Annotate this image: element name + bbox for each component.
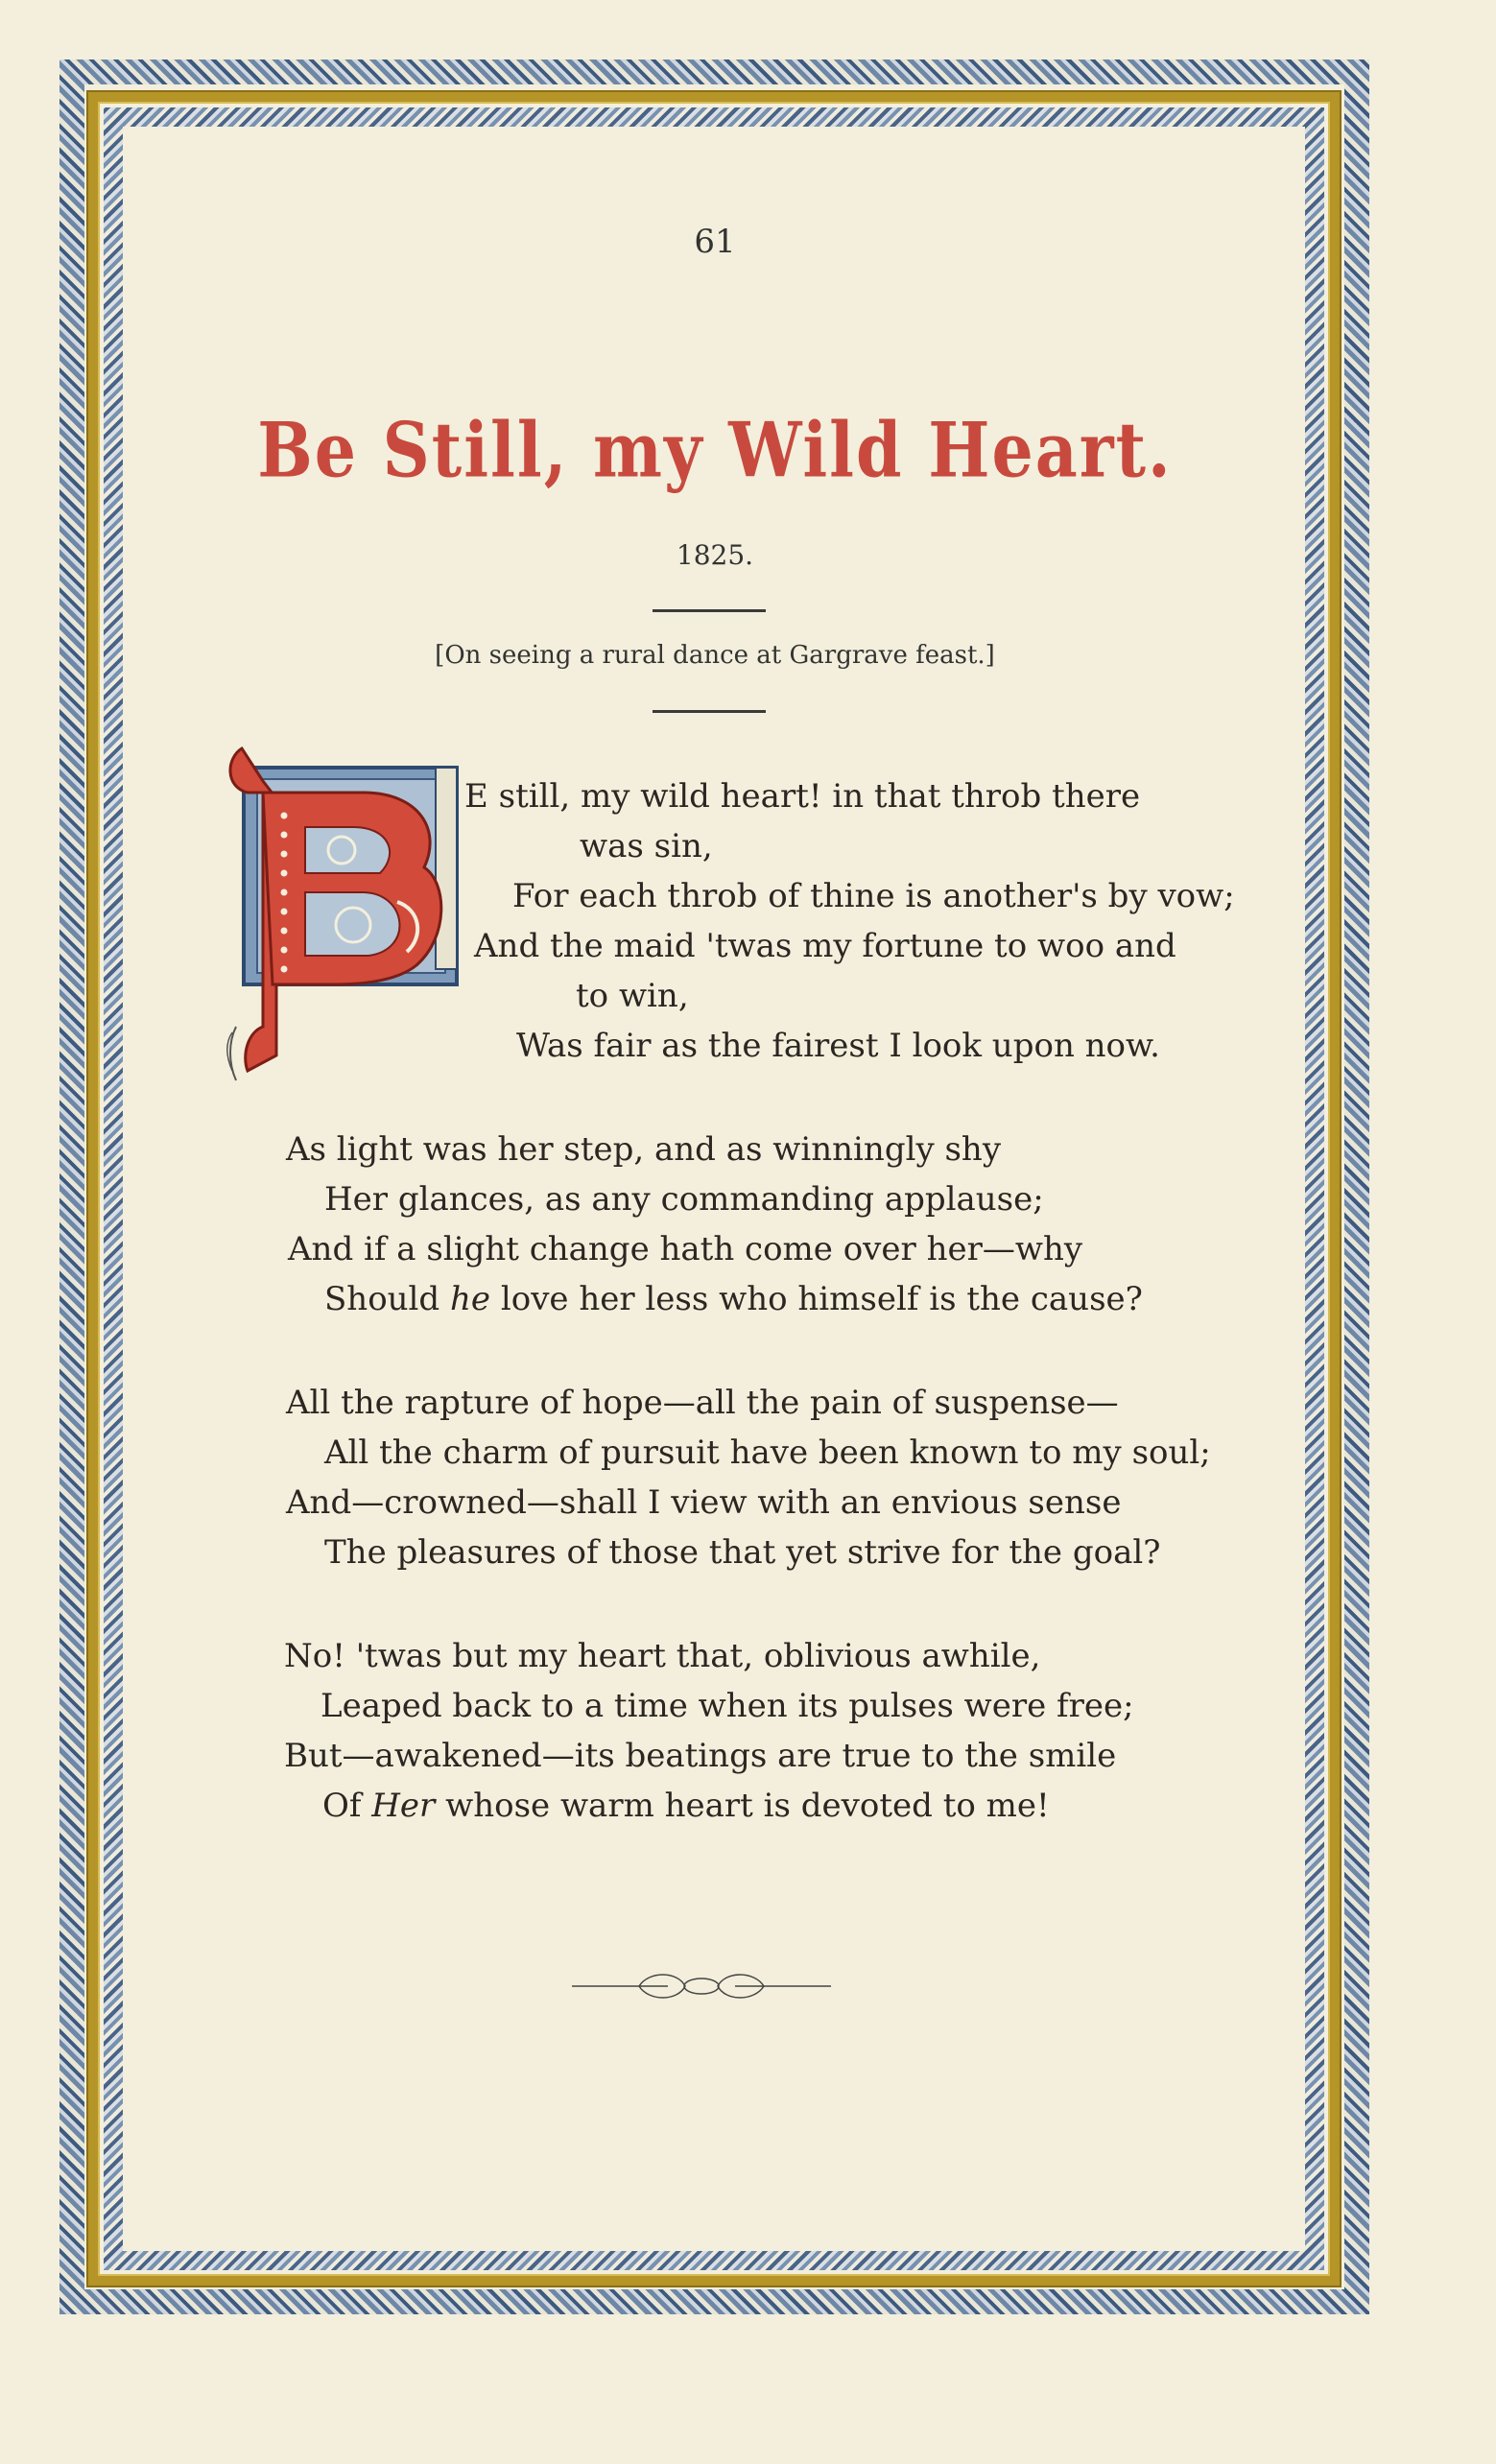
- stanza4-line4-pre: Of: [322, 1787, 372, 1825]
- stanza3-line3: And—crowned—shall I view with an envious sense: [286, 1483, 1122, 1522]
- poem-title: Be Still, my Wild Heart.: [257, 407, 1173, 495]
- stanza1-line3b: to win,: [576, 977, 689, 1015]
- poem-year: 1825.: [676, 539, 754, 571]
- stanza1-line4: Was fair as the fairest I look upon now.: [516, 1027, 1160, 1065]
- stanza2-line4: [324, 1280, 1143, 1318]
- stanza2-line4-post: love her less who himself is the cause?: [490, 1280, 1143, 1318]
- page-number: 61: [694, 223, 736, 261]
- stanza2-line3: And if a slight change hath come over her—why: [288, 1230, 1083, 1268]
- stanza4-line4-italic: Her: [371, 1787, 436, 1825]
- stanza2-line4-pre: Should: [324, 1280, 451, 1318]
- rule-top: [653, 609, 766, 612]
- stanza3-line4: The pleasures of those that yet strive for the goal?: [324, 1533, 1161, 1572]
- stanza4-line1: No! 'twas but my heart that, oblivious awhile,: [284, 1637, 1041, 1675]
- stanza2-line1: As light was her step, and as winningly shy: [286, 1130, 1002, 1169]
- stanza4-line3: But—awakened—its beatings are true to the smile: [284, 1737, 1117, 1775]
- stanza1-line2: For each throb of thine is another's by vow;: [512, 877, 1235, 915]
- stanza2-line4-italic: he: [450, 1280, 491, 1318]
- stanza4-line4: [322, 1787, 1050, 1825]
- stanza1-line1b: was sin,: [580, 827, 713, 865]
- stanza4-line2: Leaped back to a time when its pulses were free;: [321, 1687, 1134, 1725]
- stanza2-line2: Her glances, as any commanding applause;: [324, 1180, 1044, 1219]
- stanza3-line2: All the charm of pursuit have been known to my soul;: [324, 1433, 1211, 1472]
- end-flourish-icon: [572, 1957, 831, 2015]
- rule-bottom: [653, 710, 766, 713]
- poem-subtitle: [On seeing a rural dance at Gargrave feast.]: [435, 641, 995, 670]
- stanza4-line4-post: whose warm heart is devoted to me!: [435, 1787, 1050, 1825]
- stanza1-line1: E still, my wild heart! in that throb there: [464, 777, 1141, 816]
- stanza3-line1: All the rapture of hope—all the pain of suspense—: [286, 1384, 1119, 1422]
- page-content: [134, 134, 1295, 2245]
- stanza1-line3: And the maid 'twas my fortune to woo and: [474, 927, 1176, 965]
